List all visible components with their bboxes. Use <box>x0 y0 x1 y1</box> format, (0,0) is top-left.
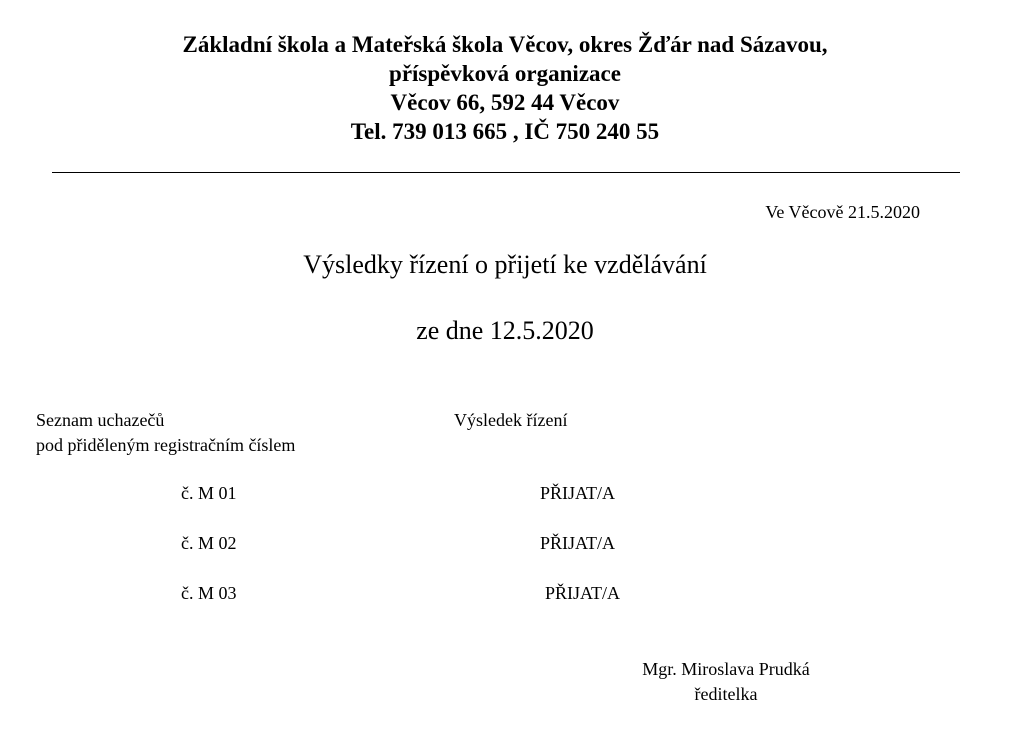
registration-number: č. M 01 <box>181 483 237 503</box>
document-date: Ve Věcově 21.5.2020 <box>765 202 920 222</box>
result-column-header: Výsledek řízení <box>454 410 568 430</box>
organization-type: příspěvková organizace <box>389 61 621 86</box>
signature-block <box>624 657 828 707</box>
admission-result: PŘIJAT/A <box>545 583 621 603</box>
document-title: Výsledky řízení o přijetí ke vzdělávání <box>303 250 707 279</box>
registration-number: č. M 03 <box>181 583 237 603</box>
applicants-header-line2: pod přiděleným registračním číslem <box>36 435 296 455</box>
admission-result: PŘIJAT/A <box>540 483 616 503</box>
school-name: Základní škola a Mateřská škola Věcov, okres Žďár nad Sázavou, <box>182 32 828 57</box>
applicants-header-line1: Seznam uchazečů <box>36 410 165 430</box>
signatory-role: ředitelka <box>694 684 758 704</box>
document-subtitle: ze dne 12.5.2020 <box>416 316 594 345</box>
school-address: Věcov 66, 592 44 Věcov <box>390 90 620 115</box>
header-divider <box>52 172 960 173</box>
applicants-column-header <box>36 408 295 458</box>
signatory-name: Mgr. Miroslava Prudká <box>642 659 810 679</box>
school-contact: Tel. 739 013 665 , IČ 750 240 55 <box>350 119 660 144</box>
admission-result: PŘIJAT/A <box>540 533 616 553</box>
registration-number: č. M 02 <box>181 533 237 553</box>
school-letterhead <box>0 30 1010 146</box>
